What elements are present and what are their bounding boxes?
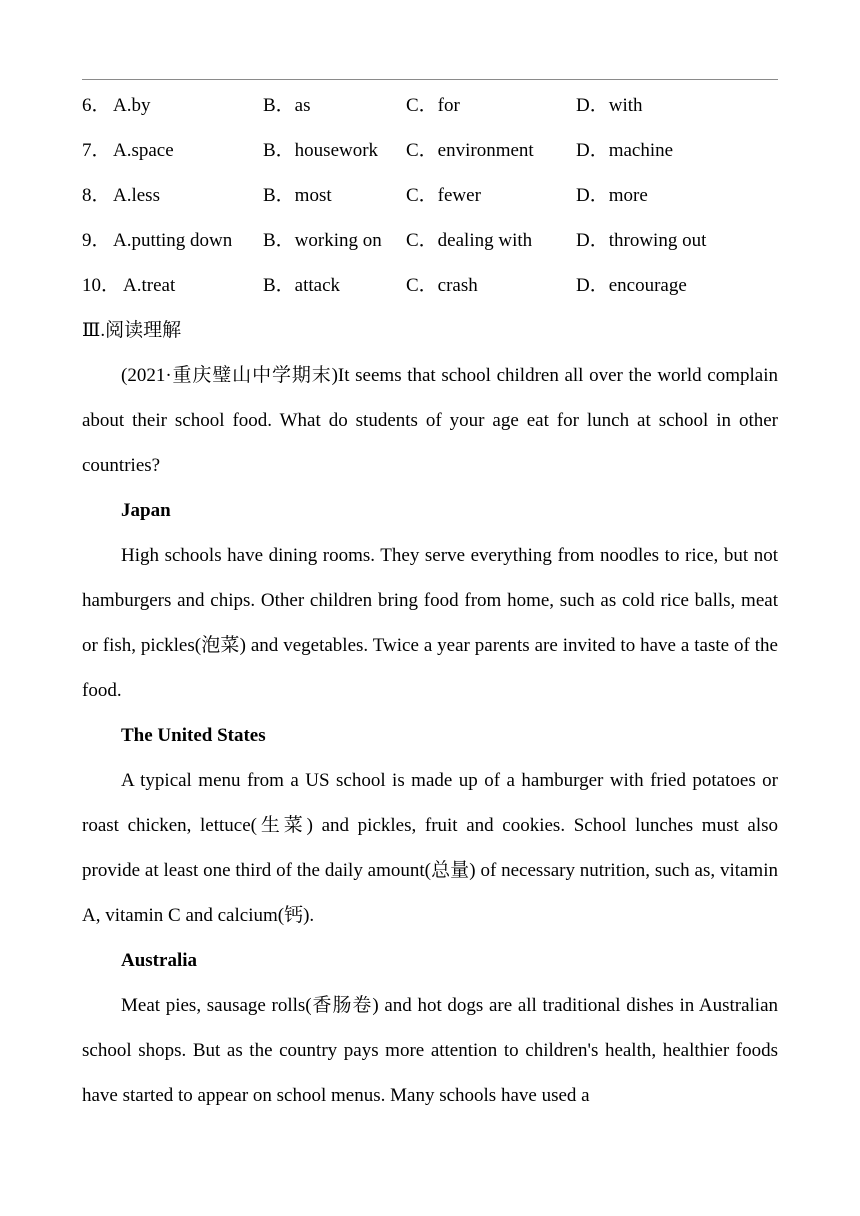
section-heading: Ⅲ.阅读理解 xyxy=(82,320,182,341)
question-row-9 xyxy=(82,218,782,263)
option-c: C．crash xyxy=(406,275,478,296)
option-c: C．fewer xyxy=(406,185,481,206)
paragraph-australia: Meat pies, sausage rolls(香肠卷) and hot dogs are all traditional dishes in Australian school shops. But as the country pays more attention to children's health, healthier foods have started to appear on school menus. Many schools have used a xyxy=(82,995,778,1106)
option-a: A.by xyxy=(113,95,151,116)
option-a: A.putting down xyxy=(113,230,233,251)
question-row-10 xyxy=(82,263,782,308)
option-a: A.treat xyxy=(123,275,176,296)
question-number: 6． xyxy=(82,95,111,116)
top-divider xyxy=(82,79,778,80)
question-number: 9． xyxy=(82,230,111,251)
option-d: D．throwing out xyxy=(576,230,707,251)
option-b: B．working on xyxy=(263,230,382,251)
subheading-united-states: The United States xyxy=(121,725,266,746)
question-row-7 xyxy=(82,128,782,173)
question-row-6 xyxy=(82,83,782,128)
option-a: A.less xyxy=(113,185,160,206)
option-d: D．machine xyxy=(576,140,674,161)
option-c: C．dealing with xyxy=(406,230,533,251)
subheading-australia: Australia xyxy=(121,950,197,971)
option-c: C．for xyxy=(406,95,460,116)
option-c: C．environment xyxy=(406,140,534,161)
subheading-japan: Japan xyxy=(121,500,171,521)
reading-passage xyxy=(82,353,778,1118)
paragraph-united-states: A typical menu from a US school is made up of a hamburger with fried potatoes or roast chicken, lettuce(生菜) and pickles, fruit and cookies. School lunches must also provide at least one third of the daily amount(总量) of necessary nutrition, such as, vitamin A, vitamin C and calcium(钙). xyxy=(82,770,778,926)
passage-intro: (2021·重庆璧山中学期末)It seems that school children all over the world complain about their school food. What do students of your age eat for lunch at school in other countries? xyxy=(82,365,778,476)
option-d: D．encourage xyxy=(576,275,687,296)
paragraph-japan: High schools have dining rooms. They serve everything from noodles to rice, but not hamburgers and chips. Other children bring food from home, such as cold rice balls, meat or fish, pickles(泡菜) and vegetables. Twice a year parents are invited to have a taste of the food. xyxy=(82,545,778,701)
question-row-8 xyxy=(82,173,782,218)
option-a: A.space xyxy=(113,140,174,161)
option-b: B．housework xyxy=(263,140,379,161)
question-number: 8． xyxy=(82,185,111,206)
option-d: D．with xyxy=(576,95,643,116)
question-number: 7． xyxy=(82,140,111,161)
option-b: B．attack xyxy=(263,275,341,296)
option-d: D．more xyxy=(576,185,648,206)
option-b: B．as xyxy=(263,95,311,116)
question-number: 10． xyxy=(82,275,121,296)
answer-options-list xyxy=(82,83,782,308)
option-b: B．most xyxy=(263,185,332,206)
